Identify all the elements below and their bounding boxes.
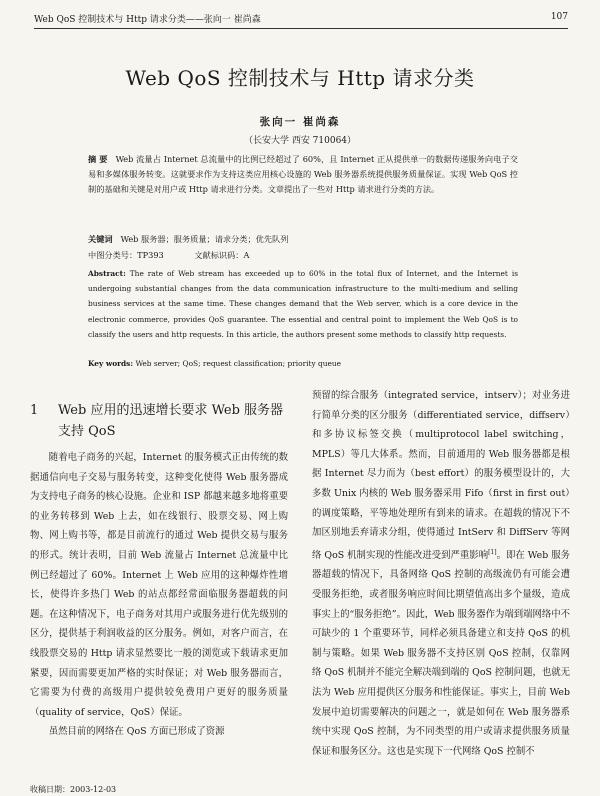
- keywords-cn-label: 关键词: [88, 234, 113, 244]
- section-1-number: 1: [30, 403, 39, 418]
- doc-code-label: 文献标识码：: [194, 250, 244, 260]
- abstract-en-text: The rate of Web stream has exceeded up to 60% in the total flux of Internet, and the Internet is undergoing substantial changes from the data communication infrastructure to the multi-medium and selling business services at the same time. These changes demand that the Web server, which is a core device in the electronic commerce, provides QoS guarantee. The essential and central point to implement the Web QoS is to classify the users and http requests. In this article, the authors present some methods to classify http requests.: [88, 269, 518, 339]
- paper-title: Web QoS 控制技术与 Http 请求分类: [125, 66, 475, 90]
- section-1-title: Web 应用的迅速增长要求 Web 服务器支持 QoS: [58, 403, 284, 439]
- keywords-cn-text: Web 服务器；服务质量；请求分类；优先队列: [120, 234, 289, 244]
- left-paragraph-1: 随着电子商务的兴起，Internet 的服务模式正由传统的数据通信向电子交易与服务转变，这种变化使得 Web 服务器成为支持电子商务的核心设施。企业和 ISP 都越来越多地将重要的业务转移到 Web 上去，如在线银行、股票交易、网上购物、网上购书等，都是目前流行的通过 Web 提供交易与服务的形式。统计表明，目前 Web 流量占 Internet 总流量中比例已经超过了 60%。Internet 上 Web 应用的这种爆炸性增长，使得许多热门 Web 的站点都经常面临服务器超载的问题。在这种情况下，电子商务对其用户或服务进行优先级别的区分，提供基于利润收益的区分服务。例如，对客户而言，在线股票交易的 Http 请求显然要比一般的浏览或下载请求更加紧要，因而需要更加严格的实时保证；对 Web 服务器而言，它需要为付费的高级用户提供较免费用户更好的服务质量（quality of service，QoS）保证。: [30, 452, 288, 718]
- authors: 张向一 崔尚森: [259, 116, 341, 128]
- citation-ref: [1]: [488, 548, 497, 556]
- header-title: Web QoS 控制技术与 Http 请求分类——张向一 崔尚森: [34, 15, 261, 25]
- keywords-cn: [88, 232, 518, 247]
- abstract-cn: [88, 152, 518, 197]
- abstract-en-label: Abstract:: [88, 269, 126, 278]
- classification-line: [88, 248, 518, 263]
- footnote-received-date: 收稿日期：2003-12-03: [30, 785, 117, 794]
- abstract-cn-text: Web 流量占 Internet 总流量中的比例已经超过了 60%，且 Internet 正从提供单一的数据传递服务向电子交易和多媒体服务转变。这就要求作为支持这类应用核心设施的 Web 服务器系统提供服务质量保证。实现 Web QoS 控制的基础和关键是对用户或 Http 请求进行分类。文章提出了一些对 Http 请求进行分类的方法。: [88, 154, 518, 194]
- keywords-en: [88, 359, 518, 368]
- clc-value: TP393: [137, 250, 164, 260]
- abstract-cn-label: 摘 要: [88, 154, 108, 164]
- right-column: [312, 386, 570, 761]
- clc-label: 中图分类号：: [88, 250, 138, 260]
- right-paragraph-1-head: 预留的综合服务（integrated service，intserv）；对业务进行简单分类的区分服务（differentiated service，diffserv）和多协议标签交换（multiprotocol label switching，MPLS）等几大体系。然而，目前通用的 Web 服务器都是根据 Internet 尽力而为（best effort）的服务模型设计的，大多数 Unix 内核的 Web 服务器采用 Fifo（first in first out）的调度策略，平等地处理所有到来的请求。在超载的情况下不加区别地丢弃请求分组，使得通过 IntServ 和 DiffServ 等网络 QoS 机制实现的性能改进受到严重影响: [312, 390, 570, 561]
- section-1-heading: [30, 400, 288, 442]
- affiliation: （长安大学 西安 710064）: [243, 136, 357, 146]
- left-column: [30, 388, 288, 742]
- abstract-en: [88, 266, 518, 342]
- keywords-en-label: Key words:: [88, 359, 134, 368]
- page-number: 107: [550, 12, 568, 22]
- doc-code-value: A: [243, 250, 250, 260]
- right-paragraph-1: [312, 386, 570, 761]
- left-paragraph-2: 虽然目前的网络在 QoS 方面已形成了资源: [48, 726, 225, 738]
- keywords-en-text: Web server; QoS; request classification; priority queue: [135, 359, 341, 368]
- right-paragraph-1-tail: 。即在 Web 服务器超载的情况下，具备网络 QoS 控制的高级流仍有可能会遭受服务拒绝，或者服务响应时间比期望值高出多个量级，造成事实上的“服务拒绝”。因此，Web 服务器作为端到端网络中不可缺少的 1 个重要环节，同样必须具备建立和支持 QoS 的机制与策略。如果 Web 服务器不支持区别 QoS 控制，仅靠网络 QoS 机制并不能完全解决端到端的 QoS 控制问题，也就无法为 Web 应用提供区分服务和性能保证。事实上，目前 Web 发展中迫切需要解决的问题之一，就是如何在 Web 服务器系统中实现 QoS 控制，为不同类型的用户或请求提供服务质量保证和服务区分。这也是实现下一代网络 QoS 控制不: [312, 549, 570, 757]
- running-header: [34, 12, 568, 29]
